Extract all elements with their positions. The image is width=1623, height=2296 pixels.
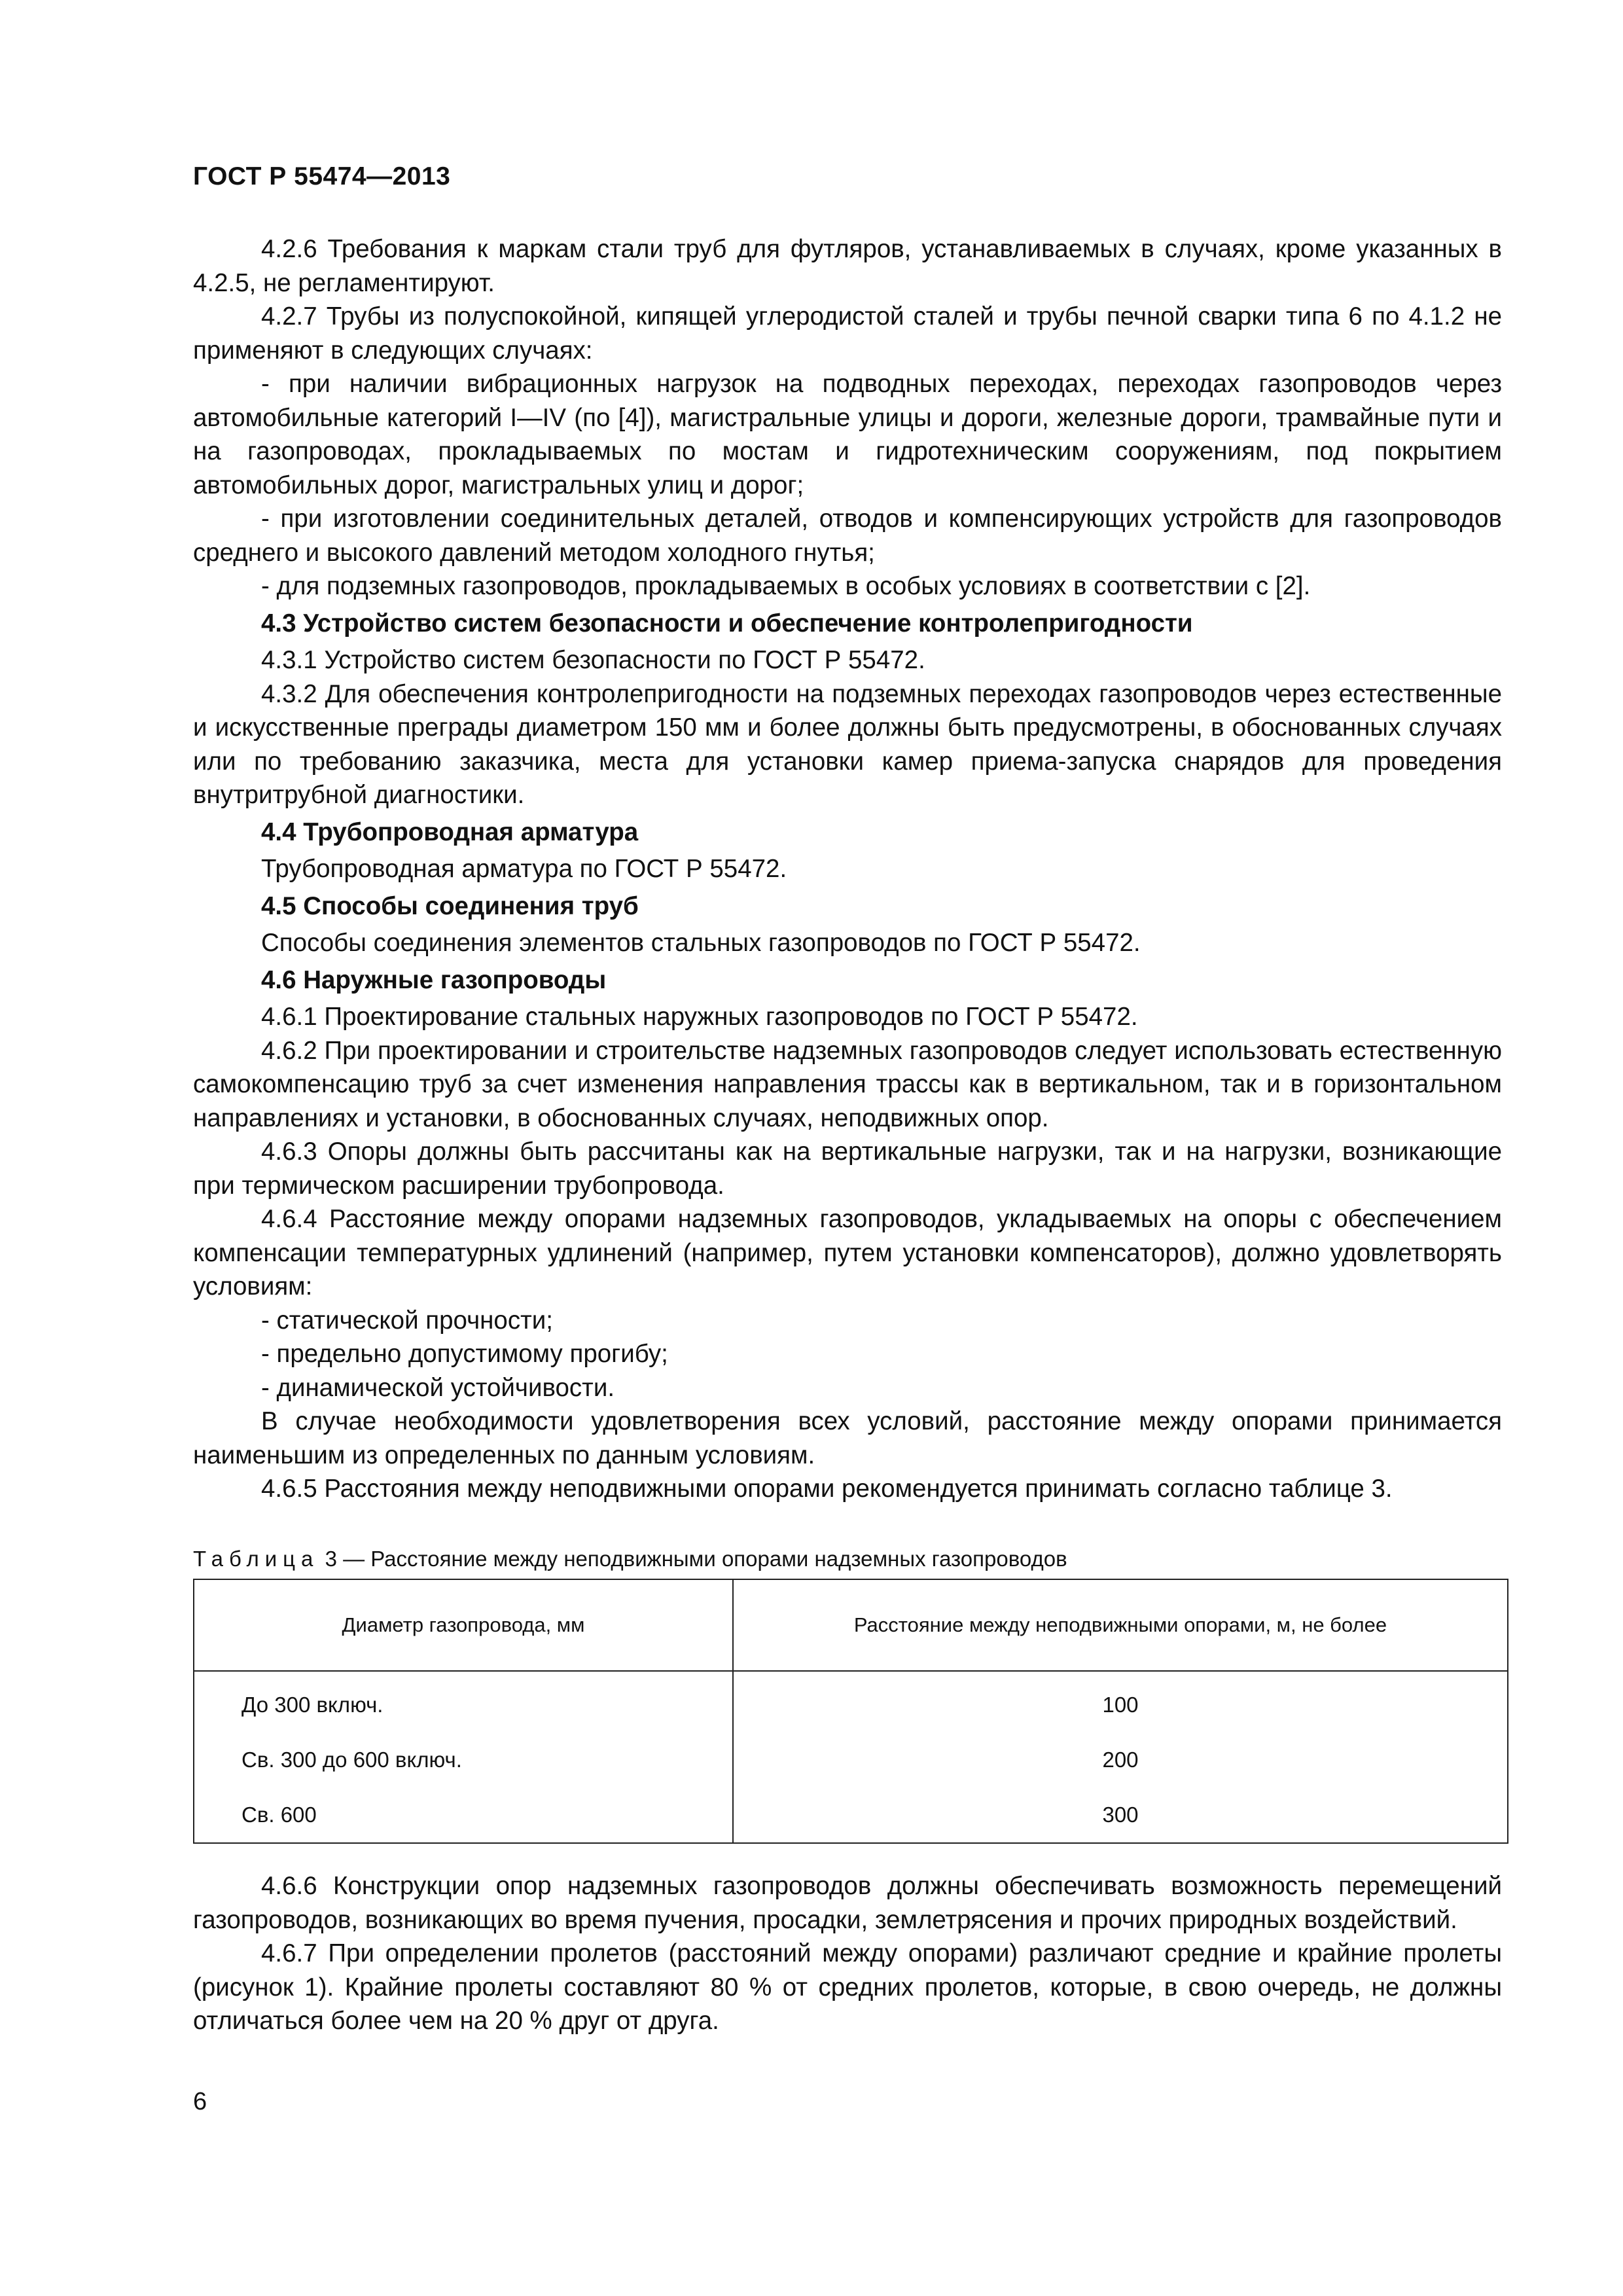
paragraph-4-5: Способы соединения элементов стальных газопроводов по ГОСТ Р 55472. xyxy=(261,929,1141,957)
cell-diameter: До 300 включ. xyxy=(194,1671,733,1732)
table-caption-text: 3 — Расстояние между неподвижными опорами надземных газопроводов xyxy=(325,1547,1067,1571)
paragraph-4-6-7: 4.6.7 При определении пролетов (расстояний между опорами) различают средние и крайние пролеты (рисунок 1). Крайние пролеты составляют 80 % от средних пролетов, которые, в свою очередь, не должны отличаться более чем на 20 % друг от друга. xyxy=(193,1939,1502,2035)
column-header-distance: Расстояние между неподвижными опорами, м, не более xyxy=(733,1579,1508,1671)
table-caption-word: Таблица xyxy=(193,1547,319,1571)
paragraph-4-6-3: 4.6.3 Опоры должны быть рассчитаны как на вертикальные нагрузки, так и на нагрузки, возникающие при термическом расширении трубопровода. xyxy=(193,1138,1502,1200)
table-row xyxy=(194,1732,1508,1787)
paragraph-4-6-6: 4.6.6 Конструкции опор надземных газопроводов должны обеспечивать возможность перемещений газопроводов, возникающих во время пучения, просадки, землетрясения и прочих природных воздействий. xyxy=(193,1872,1502,1934)
page-number: 6 xyxy=(193,2088,207,2115)
paragraph-4-3-1: 4.3.1 Устройство систем безопасности по ГОСТ Р 55472. xyxy=(261,646,925,674)
paragraph-4-4: Трубопроводная арматура по ГОСТ Р 55472. xyxy=(261,855,787,883)
cell-diameter: Св. 300 до 600 включ. xyxy=(194,1732,733,1787)
table-row xyxy=(194,1671,1508,1732)
cell-distance: 200 xyxy=(733,1732,1508,1787)
section-heading-4-6: 4.6 Наружные газопроводы xyxy=(261,965,607,994)
list-item: - статической прочности; xyxy=(261,1306,553,1335)
list-item: - при изготовлении соединительных деталей, отводов и компенсирующих устройств для газопроводов среднего и высокого давлений методом холодного гнутья; xyxy=(193,505,1502,567)
paragraph-4-6-2: 4.6.2 При проектировании и строительстве надземных газопроводов следует использовать естественную самокомпенсацию труб за счет изменения направления трассы как в вертикальном, так и в горизонтальном направлениях и установки, в обоснованных случаях, неподвижных опор. xyxy=(193,1036,1502,1132)
cell-distance: 100 xyxy=(733,1671,1508,1732)
table-header-row xyxy=(194,1579,1508,1671)
paragraph-conditions: В случае необходимости удовлетворения всех условий, расстояние между опорами принимается наименьшим из определенных по данным условиям. xyxy=(193,1407,1502,1469)
paragraph-4-6-5: 4.6.5 Расстояния между неподвижными опорами рекомендуется принимать согласно таблице 3. xyxy=(261,1475,1393,1503)
cell-diameter: Св. 600 xyxy=(194,1787,733,1843)
column-header-diameter: Диаметр газопровода, мм xyxy=(194,1579,733,1671)
section-heading-4-4: 4.4 Трубопроводная арматура xyxy=(261,817,639,846)
document-header: ГОСТ Р 55474—2013 xyxy=(193,162,451,190)
table-caption xyxy=(193,1545,1067,1573)
paragraph-4-6-4: 4.6.4 Расстояние между опорами надземных газопроводов, укладываемых на опоры с обеспечением компенсации температурных удлинений (например, путем установки компенсаторов), должно удовлетворять условиям: xyxy=(193,1205,1502,1300)
main-text-continued xyxy=(193,1869,1502,2038)
table-row xyxy=(194,1787,1508,1843)
section-heading-4-5: 4.5 Способы соединения труб xyxy=(261,891,639,920)
paragraph-4-2-7: 4.2.7 Трубы из полуспокойной, кипящей углеродистой сталей и трубы печной сварки типа 6 по 4.1.2 не применяют в следующих случаях: xyxy=(193,302,1502,365)
list-item: - при наличии вибрационных нагрузок на подводных переходах, переходах газопроводов через автомобильные категорий I—IV (по [4]), магистральные улицы и дороги, железные дороги, трамвайные пути и на газопроводах, прокладываемых по мостам и гидротехническим сооружениям, под покрытием автомобильных дорог, магистральных улиц и дорог; xyxy=(193,370,1502,499)
paragraph-4-6-1: 4.6.1 Проектирование стальных наружных газопроводов по ГОСТ Р 55472. xyxy=(261,1003,1138,1031)
table-3 xyxy=(193,1579,1508,1844)
cell-distance: 300 xyxy=(733,1787,1508,1843)
main-text xyxy=(193,232,1502,1506)
list-item: - динамической устойчивости. xyxy=(261,1373,615,1402)
paragraph-4-2-6: 4.2.6 Требования к маркам стали труб для футляров, устанавливаемых в случаях, кроме указанных в 4.2.5, не регламентируют. xyxy=(193,235,1502,297)
paragraph-4-3-2: 4.3.2 Для обеспечения контролепригодности на подземных переходах газопроводов через естественные и искусственные преграды диаметром 150 мм и более должны быть предусмотрены, в обоснованных случаях или по требованию заказчика, места для установки камер приема-запуска снарядов для проведения внутритрубной диагностики. xyxy=(193,679,1502,809)
list-item: - предельно допустимому прогибу; xyxy=(261,1340,668,1368)
list-item: - для подземных газопроводов, прокладываемых в особых условиях в соответствии с [2]. xyxy=(261,572,1311,600)
section-heading-4-3: 4.3 Устройство систем безопасности и обеспечение контролепригодности xyxy=(261,609,1193,637)
